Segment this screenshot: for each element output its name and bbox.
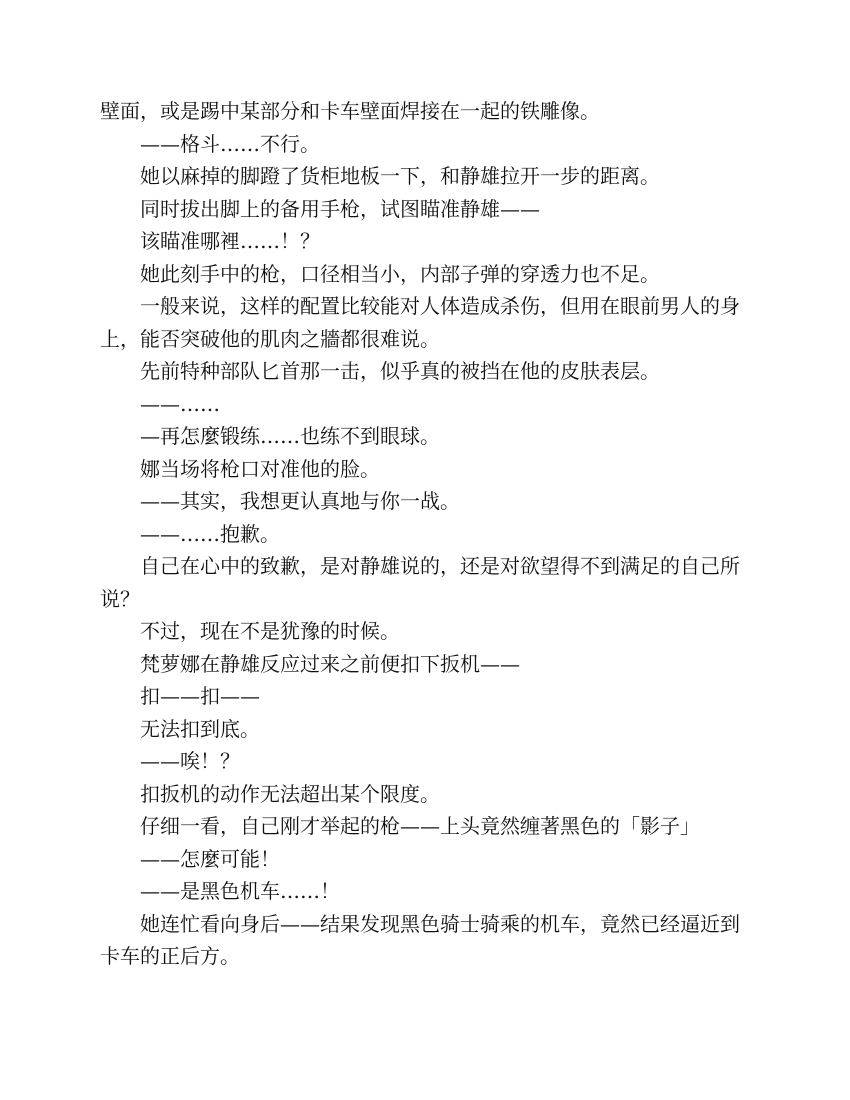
paragraph: 她连忙看向身后——结果发现黑色骑士骑乘的机车，竟然已经逼近到卡车的正后方。 [100,911,740,968]
document-page [100,95,750,973]
paragraph: ——其实，我想更认真地与你一战。 [140,489,460,513]
paragraph: 仔细一看，自己刚才举起的枪——上头竟然缠著黑色的「影子」 [140,814,700,838]
paragraph: 扣——扣—— [140,684,260,708]
paragraph: ——是黑色机车……！ [140,879,340,903]
paragraph: ——怎麼可能！ [140,846,280,871]
paragraph: 不过，现在不是犹豫的时候。 [140,619,400,643]
paragraph: ——……抱歉。 [140,521,280,546]
paragraph: 梵萝娜在静雄反应过来之前便扣下扳机—— [140,651,520,676]
paragraph: 该瞄准哪裡……！？ [140,229,320,253]
paragraph-continuation: 壁面，或是踢中某部分和卡车壁面焊接在一起的铁雕像。 [100,99,600,123]
paragraph: ——…… [140,391,220,416]
paragraph: ——唉！？ [140,749,240,773]
paragraph: 一般来说，这样的配置比较能对人体造成杀伤，但用在眼前男人的身上，能否突破他的肌肉之牆都很难说。 [100,294,740,351]
paragraph: —再怎麼锻练……也练不到眼球。 [140,424,440,448]
paragraph: 娜当场将枪口对准他的脸。 [140,456,380,481]
paragraph: 先前特种部队匕首那一击，似乎真的被挡在他的皮肤表层。 [140,359,660,383]
paragraph: ——格斗……不行。 [140,131,320,156]
paragraph: 她以麻掉的脚蹬了货柜地板一下，和静雄拉开一步的距离。 [140,164,660,188]
paragraph: 扣扳机的动作无法超出某个限度。 [140,781,440,806]
paragraph: 她此刻手中的枪，口径相当小，内部子弹的穿透力也不足。 [140,261,660,286]
paragraph: 同时拔出脚上的备用手枪，试图瞄准静雄—— [140,196,540,221]
paragraph: 无法扣到底。 [140,716,260,741]
paragraph: 自己在心中的致歉，是对静雄说的，还是对欲望得不到满足的自己所说？ [100,554,740,611]
